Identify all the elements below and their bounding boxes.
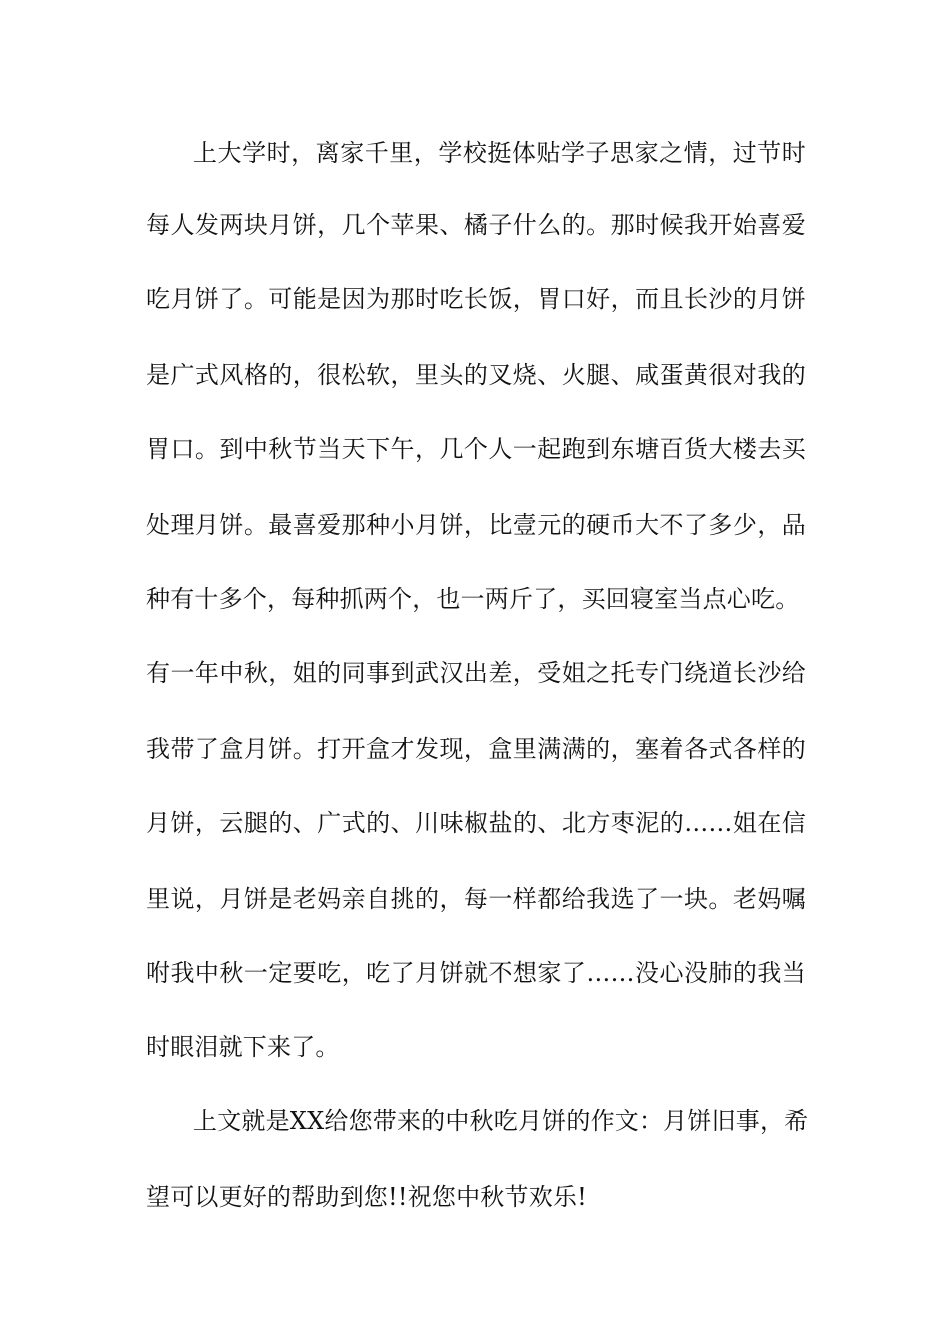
- paragraph-1-line-9: 我带了盒月饼。打开盒才发现，盒里满满的，塞着各式各样的: [146, 735, 806, 763]
- paragraph-1-line-2: 每人发两块月饼，几个苹果、橘子什么的。那时候我开始喜爱: [146, 211, 806, 239]
- paragraph-1-line-4: 是广式风格的，很松软，里头的叉烧、火腿、咸蛋黄很对我的: [146, 361, 806, 389]
- paragraph-1-line-6: 处理月饼。最喜爱那种小月饼，比壹元的硬币大不了多少，品: [146, 511, 806, 539]
- paragraph-1-line-5: 胃口。到中秋节当天下午，几个人一起跑到东塘百货大楼去买: [146, 435, 806, 463]
- paragraph-2-line-2: 望可以更好的帮助到您!!祝您中秋节欢乐!: [146, 1183, 587, 1211]
- paragraph-2-line-1: 上文就是XX给您带来的中秋吃月饼的作文：月饼旧事，希: [193, 1107, 809, 1135]
- paragraph-1-line-12: 咐我中秋一定要吃，吃了月饼就不想家了……没心没肺的我当: [146, 959, 806, 987]
- paragraph-1-line-10: 月饼，云腿的、广式的、川味椒盐的、北方枣泥的……姐在信: [146, 809, 806, 837]
- paragraph-1-line-11: 里说，月饼是老妈亲自挑的，每一样都给我选了一块。老妈嘱: [146, 885, 806, 913]
- paragraph-1-line-3: 吃月饼了。可能是因为那时吃长饭，胃口好，而且长沙的月饼: [146, 285, 806, 313]
- paragraph-1-line-8: 有一年中秋，姐的同事到武汉出差，受姐之托专门绕道长沙给: [146, 659, 806, 687]
- paragraph-1-line-7: 种有十多个，每种抓两个，也一两斤了，买回寝室当点心吃。: [146, 585, 800, 613]
- paragraph-1-line-1: 上大学时，离家千里，学校挺体贴学子思家之情，过节时: [193, 139, 806, 167]
- paragraph-1-line-13: 时眼泪就下来了。: [146, 1033, 340, 1061]
